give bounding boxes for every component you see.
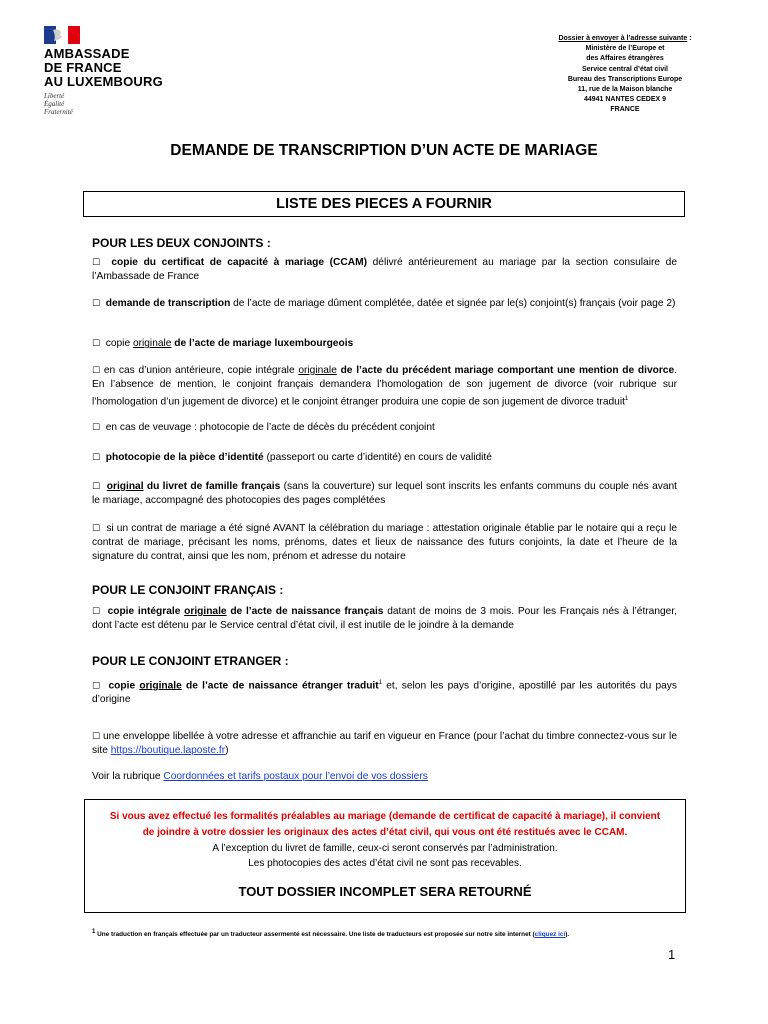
checkbox-icon[interactable]: ☐ bbox=[92, 681, 101, 692]
list-item-identity: ☐ photocopie de la pièce d’identité (passeport ou carte d’identité) en cours de validité bbox=[92, 452, 492, 463]
list-item-foreign-birth-certificate: ☐ copie originale de l’acte de naissance étranger traduit$^1$ et, selon les pays d’origine, apostillé par les autorités du pays d’origine bbox=[92, 680, 677, 706]
list-item-family-book: ☐ original du livret de famille français (sans la couverture) sur lequel sont inscrits les enfants communs du couple nés avant le mariage, accompagné des photocopies des pages complétées bbox=[92, 481, 677, 506]
laposte-link[interactable]: https://boutique.laposte.fr bbox=[110, 745, 226, 756]
checkbox-icon[interactable]: ☐ bbox=[92, 524, 101, 534]
warning-line-1: A l’exception du livret de famille, ceux-ci seront conservés par l’administration. bbox=[212, 843, 558, 854]
address-line: FRANCE bbox=[610, 106, 640, 114]
section-foreign-spouse: POUR LE CONJOINT ETRANGER : bbox=[92, 654, 289, 668]
list-item-widowhood: ☐ en cas de veuvage : photocopie de l’acte de décès du précédent conjoint bbox=[92, 422, 435, 433]
list-item-marriage-certificate: ☐ copie originale de l’acte de mariage luxembourgeois bbox=[92, 338, 354, 349]
embassy-logo bbox=[44, 26, 224, 116]
checkbox-icon[interactable]: ☐ bbox=[92, 299, 101, 309]
address-line: Ministère de l’Europe et bbox=[585, 45, 665, 53]
address-line: Bureau des Transcriptions Europe bbox=[567, 75, 683, 83]
section-french-spouse: POUR LE CONJOINT FRANÇAIS : bbox=[92, 583, 284, 597]
postal-rates-link[interactable]: Coordonnées et tarifs postaux pour l’envoi de vos dossiers bbox=[163, 771, 428, 782]
list-title-box: LISTE DES PIECES A FOURNIR bbox=[83, 191, 685, 217]
marianne-flag-icon bbox=[44, 26, 80, 44]
embassy-name: AMBASSADE DE FRANCE AU LUXEMBOURG bbox=[44, 46, 163, 89]
mailing-address: Dossier à envoyer à l’adresse suivante : Ministère de l’Europe et des Affaires étrangères Service central d’état civil Bureau des Transcriptions Europe 11, rue de la Maison blanche 44941 NANTES CEDEX 9 FRANCE bbox=[515, 34, 735, 116]
address-line: des Affaires étrangères bbox=[586, 55, 664, 63]
checkbox-icon[interactable]: ☐ bbox=[92, 423, 101, 433]
checkbox-icon[interactable]: ☐ bbox=[92, 732, 101, 742]
warning-line-2: Les photocopies des actes d’état civil ne sont pas recevables. bbox=[248, 858, 522, 869]
republic-motto: Liberté Égalité Fraternité bbox=[44, 92, 73, 116]
list-item-french-birth-certificate: ☐ copie intégrale originale de l’acte de naissance français datant de moins de 3 mois. Pour les Français nés à l’étranger, dont l’acte est détenu par le Service central d’état civil, il est inutile de le joindre à la demande bbox=[92, 606, 677, 631]
address-heading: Dossier à envoyer à l’adresse suivante bbox=[558, 35, 688, 42]
postal-rates-note: Voir la rubrique Coordonnées et tarifs postaux pour l’envoi de vos dossiers bbox=[92, 771, 428, 782]
checkbox-icon[interactable]: ☐ bbox=[92, 482, 101, 492]
list-item-transcription-request: ☐ demande de transcription de l’acte de mariage dûment complétée, datée et signée par le(s) conjoint(s) français (voir page 2) bbox=[92, 298, 676, 309]
translators-link[interactable]: cliquez ici bbox=[534, 931, 566, 939]
page-number: 1 bbox=[668, 947, 676, 962]
list-item-ccam: ☐ copie du certificat de capacité à mariage (CCAM) délivré antérieurement au mariage par la section consulaire de l’Ambassade de France bbox=[92, 257, 677, 282]
checkbox-icon[interactable]: ☐ bbox=[92, 453, 101, 463]
checkbox-icon[interactable]: ☐ bbox=[92, 607, 101, 617]
list-item-previous-union: ☐ en cas d’union antérieure, copie intégrale originale de l’acte du précédent mariage comportant une mention de divorce. En l’absence de mention, le conjoint français demandera l’homologation de son jugement de divorce (voir rubrique sur l’homologation d’un jugement de divorce) et le conjoint étranger produira une copie de son jugement de divorce traduit$^1$ bbox=[92, 365, 677, 408]
document-title: DEMANDE DE TRANSCRIPTION D’UN ACTE DE MARIAGE bbox=[170, 142, 598, 159]
checkbox-icon[interactable]: ☐ bbox=[92, 258, 101, 268]
list-item-envelope: ☐ une enveloppe libellée à votre adresse et affranchie au tarif en vigueur en France (pour l’achat du timbre connectez-vous sur le site https://boutique.laposte.fr) bbox=[92, 731, 677, 756]
incomplete-warning: TOUT DOSSIER INCOMPLET SERA RETOURNÉ bbox=[238, 884, 532, 899]
address-line: 44941 NANTES CEDEX 9 bbox=[583, 96, 667, 104]
list-item-marriage-contract: ☐ si un contrat de mariage a été signé AVANT la célébration du mariage : attestation originale établie par le notaire qui a reçu le contrat de mariage, précisant les noms, prénoms, dates et lieux de naissance des futurs conjoints, la date et l’heure de la signature du contrat, ainsi que les nom, prénom et adresse du notaire bbox=[92, 523, 677, 562]
address-line: Service central d’état civil bbox=[582, 65, 668, 73]
checkbox-icon[interactable]: ☐ bbox=[92, 339, 101, 349]
checkbox-icon[interactable]: ☐ bbox=[92, 366, 101, 376]
warning-box bbox=[84, 799, 686, 913]
footnote: $^1$ Une traduction en français effectuée par un traducteur assermenté est nécessaire. Une liste de traducteurs est proposée sur notre site internet (cliquez ici). bbox=[92, 929, 570, 939]
warning-red-text: Si vous avez effectué les formalités préalables au mariage (demande de certificat de capacité à mariage), il convient de joindre à votre dossier les originaux des actes d’état civil, qui vous ont été restitués avec le CCAM. bbox=[109, 811, 661, 838]
address-line: 11, rue de la Maison blanche bbox=[577, 86, 673, 94]
section-both-spouses: POUR LES DEUX CONJOINTS : bbox=[92, 236, 271, 250]
